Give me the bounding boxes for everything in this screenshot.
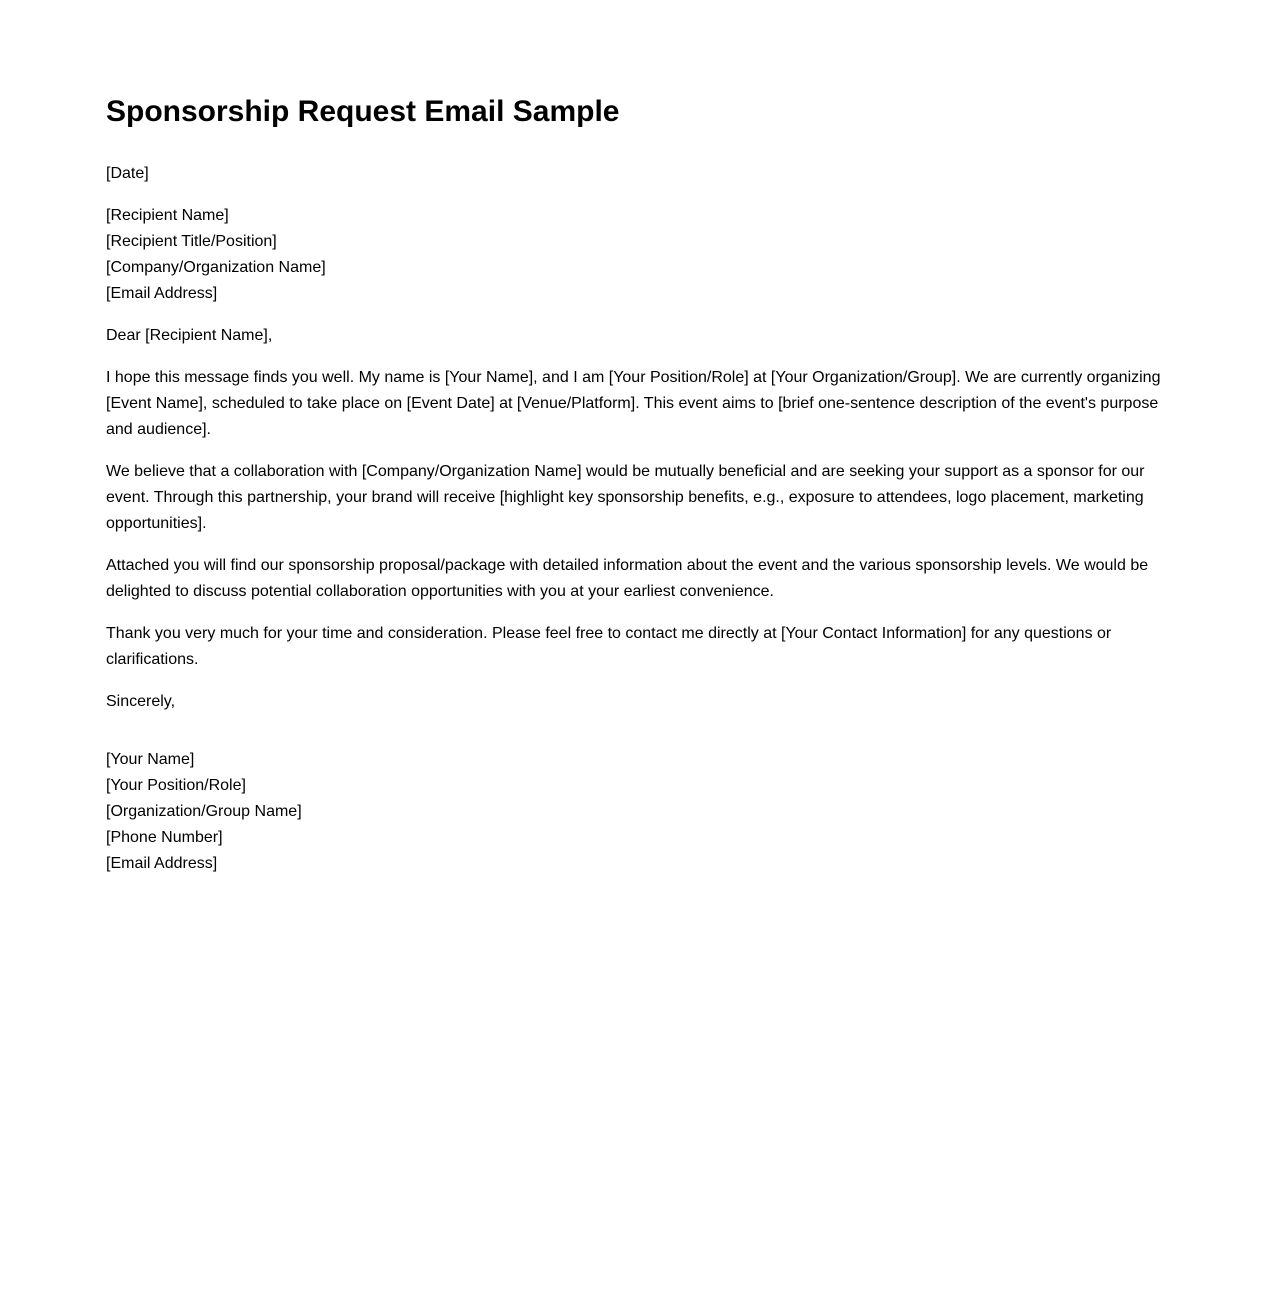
closing-line: Sincerely,: [106, 693, 176, 710]
recipient-company-line: [Company/Organization Name]: [106, 259, 326, 276]
recipient-block: [106, 203, 1162, 307]
signature-email-line: [Email Address]: [106, 855, 218, 872]
recipient-email-line: [Email Address]: [106, 285, 218, 302]
recipient-name-line: [Recipient Name]: [106, 207, 229, 224]
body-paragraph-benefits: We believe that a collaboration with [Company/Organization Name] would be mutually beneficial and are seeking your support as a sponsor for our event. Through this partnership, your brand will receive [highlight key sponsorship benefits, e.g., exposure to attendees, logo placement, marketing opportunities].: [106, 463, 1145, 532]
body-paragraph-intro: I hope this message finds you well. My name is [Your Name], and I am [Your Position/Role] at [Your Organization/Group]. We are currently organizing [Event Name], scheduled to take place on [Event Date] at [Venue/Platform]. This event aims to [brief one-sentence description of the event's purpose and audience].: [106, 369, 1161, 438]
page-title: Sponsorship Request Email Sample: [106, 95, 620, 128]
recipient-title-line: [Recipient Title/Position]: [106, 233, 277, 250]
signature-position-line: [Your Position/Role]: [106, 777, 246, 794]
body-paragraph-attachment: Attached you will find our sponsorship proposal/package with detailed information about the event and the various sponsorship levels. We would be delighted to discuss potential collaboration opportunities with you at your earliest convenience.: [106, 557, 1149, 600]
signature-block: [106, 747, 1162, 877]
salutation-line: Dear [Recipient Name],: [106, 327, 273, 344]
signature-phone-line: [Phone Number]: [106, 829, 223, 846]
date-placeholder-line: [Date]: [106, 165, 149, 182]
signature-name-line: [Your Name]: [106, 751, 195, 768]
signature-organization-line: [Organization/Group Name]: [106, 803, 302, 820]
body-paragraph-thanks: Thank you very much for your time and consideration. Please feel free to contact me directly at [Your Contact Information] for any questions or clarifications.: [106, 625, 1112, 668]
